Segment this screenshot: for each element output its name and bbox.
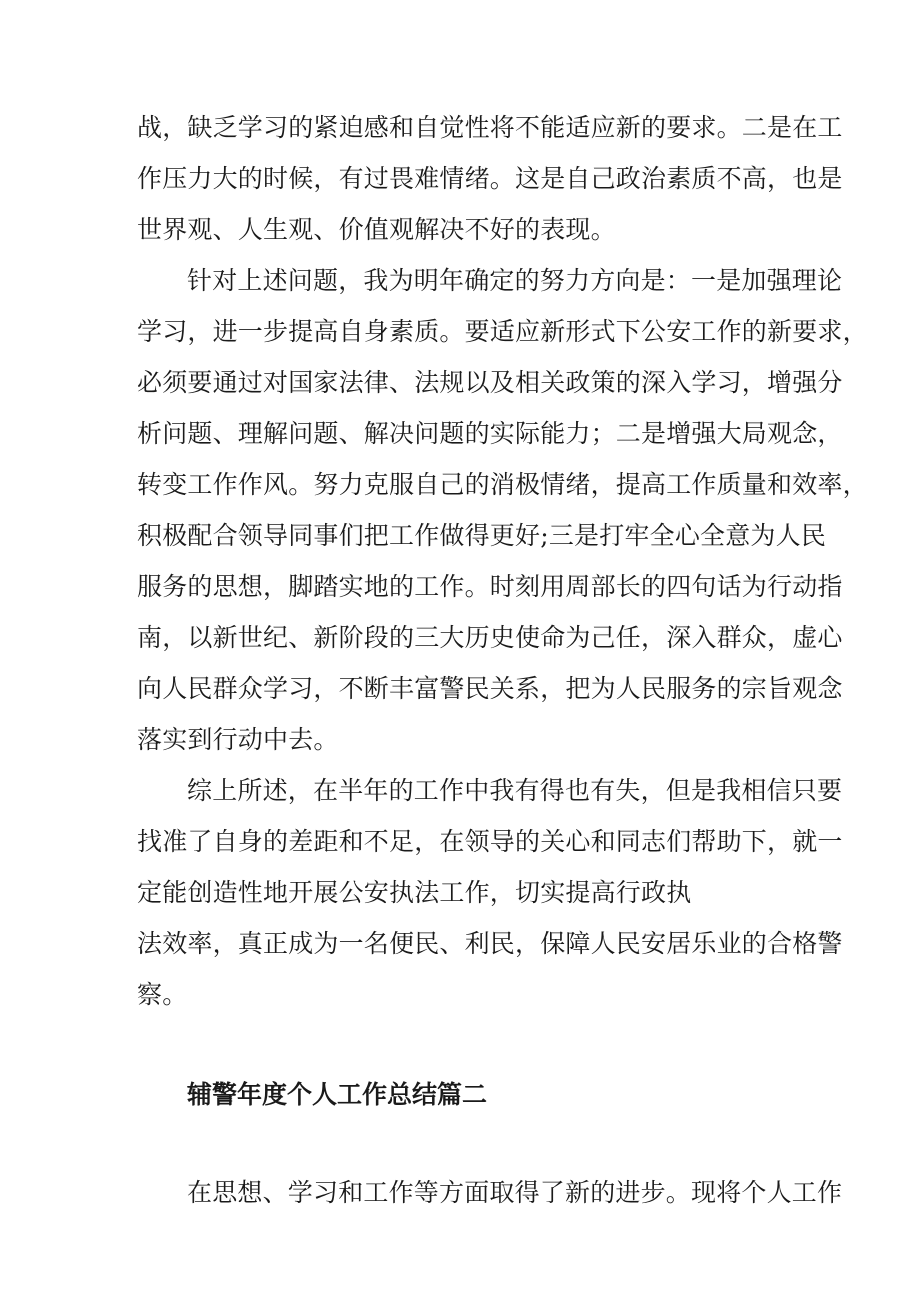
- paragraph-3-line-5: 察。: [137, 980, 188, 1009]
- paragraph-2-line-1: 针对上述问题，我为明年确定的努力方向是：一是加强理论: [187, 266, 843, 295]
- paragraph-2-line-8: 南，以新世纪、新阶段的三大历史使命为己任，深入群众，虚心: [137, 623, 843, 652]
- paragraph-3-line-2: 找准了自身的差距和不足，在领导的关心和同志们帮助下，就一: [137, 827, 843, 856]
- paragraph-2-line-4: 析问题、理解问题、解决问题的实际能力；二是增强大局观念，: [137, 419, 843, 448]
- paragraph-3-line-1: 综上所述，在半年的工作中我有得也有失，但是我相信只要: [187, 776, 843, 805]
- paragraph-2-line-6: 积极配合领导同事们把工作做得更好;三是打牢全心全意为人民: [137, 521, 827, 550]
- paragraph-3-line-4: 法效率，真正成为一名便民、利民，保障人民安居乐业的合格警: [137, 929, 843, 958]
- paragraph-2-line-10: 落实到行动中去。: [137, 725, 339, 754]
- paragraph-2-line-2: 学习，进一步提高自身素质。要适应新形式下公安工作的新要求，: [137, 317, 868, 346]
- paragraph-3-line-3: 定能创造性地开展公安执法工作，切实提高行政执: [137, 878, 692, 907]
- paragraph-1-line-3: 世界观、人生观、价值观解决不好的表现。: [137, 215, 616, 244]
- paragraph-1-line-2: 作压力大的时候，有过畏难情绪。这是自己政治素质不高，也是: [137, 164, 843, 193]
- paragraph-2-line-9: 向人民群众学习，不断丰富警民关系，把为人民服务的宗旨观念: [137, 674, 843, 703]
- paragraph-2-line-3: 必须要通过对国家法律、法规以及相关政策的深入学习，增强分: [137, 368, 843, 397]
- paragraph-1-line-1: 战，缺乏学习的紧迫感和自觉性将不能适应新的要求。二是在工: [137, 113, 843, 142]
- section-heading: 辅警年度个人工作总结篇二: [187, 1080, 488, 1109]
- paragraph-2-line-5: 转变工作作风。努力克服自己的消极情绪，提高工作质量和效率，: [137, 470, 868, 499]
- paragraph-4-line-1: 在思想、学习和工作等方面取得了新的进步。现将个人工作: [187, 1178, 843, 1207]
- paragraph-2-line-7: 服务的思想，脚踏实地的工作。时刻用周部长的四句话为行动指: [137, 572, 843, 601]
